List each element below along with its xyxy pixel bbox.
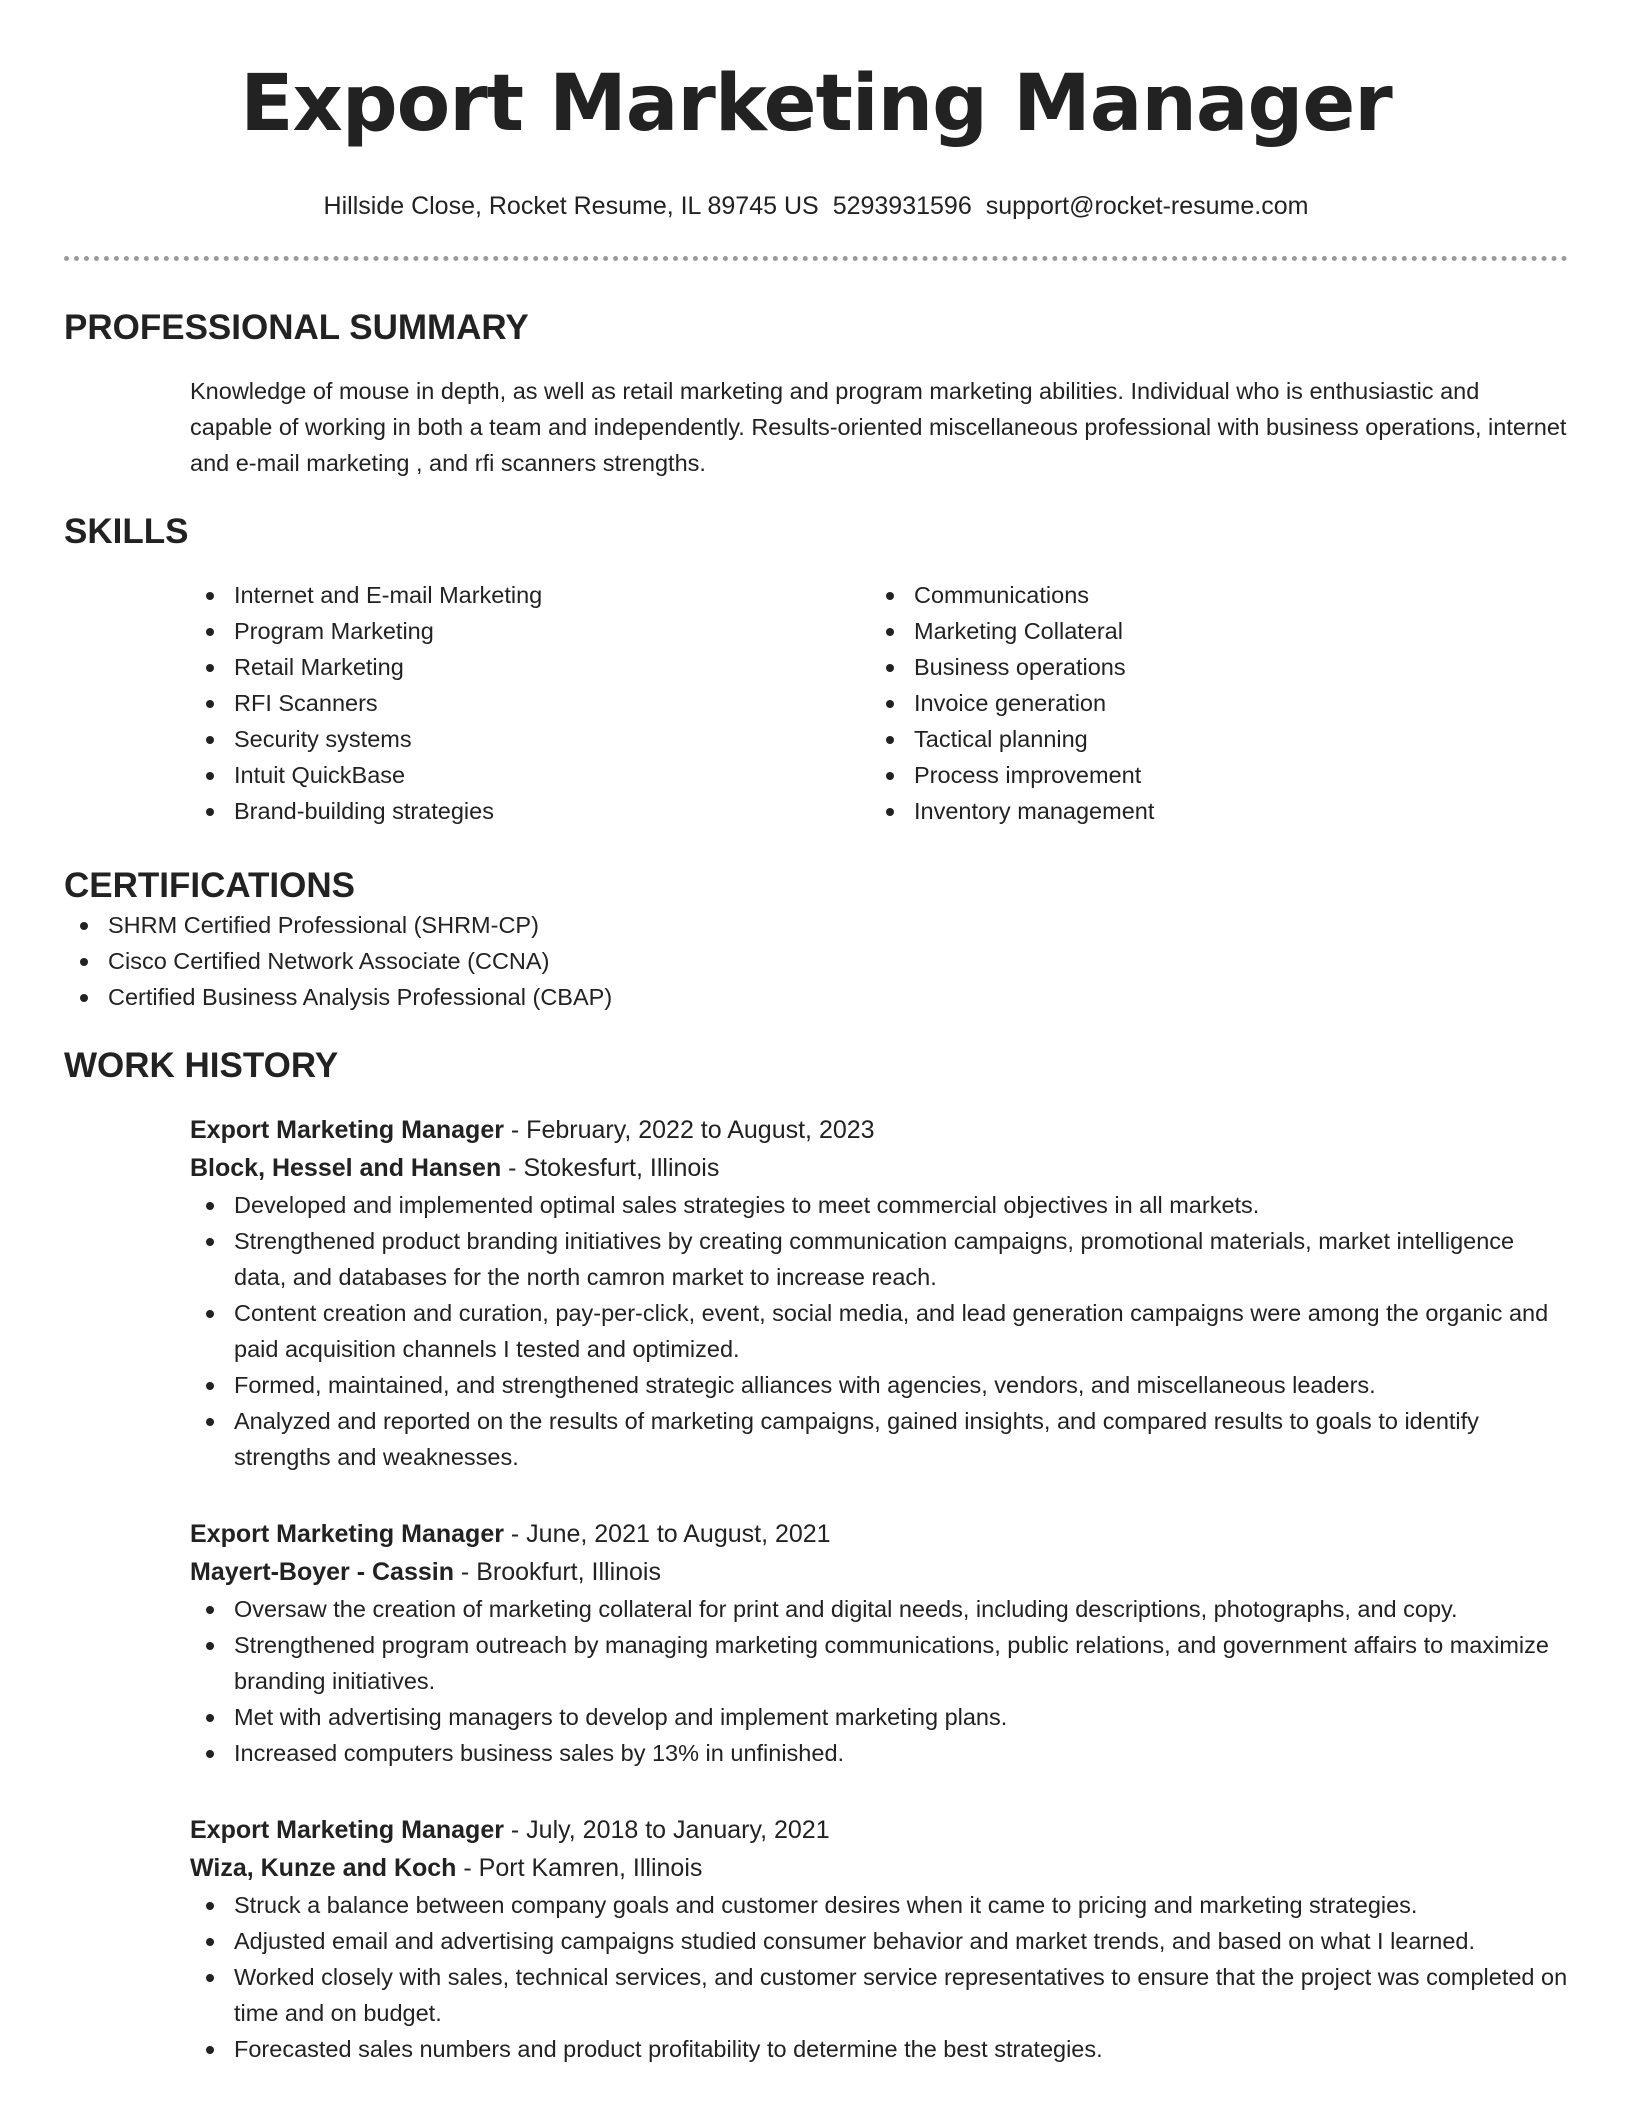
list-item: Certified Business Analysis Professional (CBAP): [64, 979, 1568, 1015]
job-company-line: [190, 1553, 1568, 1591]
job-entry: [190, 1111, 1568, 1475]
list-item: Met with advertising managers to develop and implement marketing plans.: [190, 1699, 1568, 1735]
list-item: Intuit QuickBase: [190, 757, 870, 793]
list-item: Content creation and curation, pay-per-click, event, social media, and lead generation campaigns were among the organic and paid acquisition channels I tested and optimized.: [190, 1295, 1568, 1367]
job-title-line: [190, 1515, 1568, 1553]
job-entry: [190, 1515, 1568, 1771]
contact-phone: 5293931596: [832, 192, 972, 220]
list-item: Invoice generation: [870, 685, 1550, 721]
job-role: Export Marketing Manager: [190, 1816, 504, 1844]
page-title: Export Marketing Manager: [240, 59, 1392, 149]
list-item: Strengthened product branding initiatives by creating communication campaigns, promotional materials, market intelligence data, and databases for the north camron market to increase reach.: [190, 1223, 1568, 1295]
list-item: Adjusted email and advertising campaigns studied consumer behavior and market trends, and based on what I learned.: [190, 1923, 1568, 1959]
job-company: Block, Hessel and Hansen: [190, 1154, 502, 1182]
list-item: Marketing Collateral: [870, 613, 1550, 649]
resume-header: [64, 0, 1568, 261]
job-bullets: [64, 1187, 1568, 1475]
list-item: Cisco Certified Network Associate (CCNA): [64, 943, 1568, 979]
job-role: Export Marketing Manager: [190, 1520, 504, 1548]
summary-section: [64, 307, 1568, 481]
list-item: Process improvement: [870, 757, 1550, 793]
job-company: Mayert-Boyer - Cassin: [190, 1558, 454, 1586]
list-item: Communications: [870, 577, 1550, 613]
job-title-line: [190, 1111, 1568, 1149]
list-item: Program Marketing: [190, 613, 870, 649]
skills-section: [64, 511, 1568, 829]
summary-heading: PROFESSIONAL SUMMARY: [64, 308, 529, 347]
list-item: Brand-building strategies: [190, 793, 870, 829]
contact-line: [64, 190, 1568, 222]
list-item: SHRM Certified Professional (SHRM-CP): [64, 907, 1568, 943]
work-history-heading: WORK HISTORY: [64, 1046, 339, 1085]
certifications-section: [64, 865, 1568, 1015]
job-company-line: [190, 1849, 1568, 1887]
certifications-heading: CERTIFICATIONS: [64, 866, 356, 905]
job-location: - Brookfurt, Illinois: [453, 1558, 661, 1586]
list-item: Formed, maintained, and strengthened strategic alliances with agencies, vendors, and miscellaneous leaders.: [190, 1367, 1568, 1403]
list-item: Oversaw the creation of marketing collateral for print and digital needs, including descriptions, photographs, and copy.: [190, 1591, 1568, 1627]
list-item: Inventory management: [870, 793, 1550, 829]
list-item: Struck a balance between company goals and customer desires when it came to pricing and marketing strategies.: [190, 1887, 1568, 1923]
resume-page: [64, 0, 1568, 2067]
list-item: Analyzed and reported on the results of marketing campaigns, gained insights, and compared results to goals to identify strengths and weaknesses.: [190, 1403, 1568, 1475]
list-item: Developed and implemented optimal sales strategies to meet commercial objectives in all markets.: [190, 1187, 1568, 1223]
job-title-line: [190, 1811, 1568, 1849]
job-bullets: [64, 1591, 1568, 1771]
job-company-line: [190, 1149, 1568, 1187]
list-item: Forecasted sales numbers and product profitability to determine the best strategies.: [190, 2031, 1568, 2067]
job-dates: - February, 2022 to August, 2023: [503, 1116, 875, 1144]
header-divider: [64, 256, 1568, 261]
list-item: Security systems: [190, 721, 870, 757]
summary-text: Knowledge of mouse in depth, as well as retail marketing and program marketing abilities. Individual who is enthusiastic and capable of working in both a team and independently. Results-oriented miscellaneous professional with business operations, internet and e-mail marketing , and rfi scanners strengths.: [190, 378, 1567, 476]
job-dates: - July, 2018 to January, 2021: [503, 1816, 830, 1844]
certifications-list: [64, 907, 1568, 1015]
job-location: - Port Kamren, Illinois: [456, 1854, 703, 1882]
job-entry: [190, 1811, 1568, 2067]
list-item: Retail Marketing: [190, 649, 870, 685]
list-item: Tactical planning: [870, 721, 1550, 757]
skills-grid: [190, 577, 1568, 829]
job-role: Export Marketing Manager: [190, 1116, 504, 1144]
list-item: RFI Scanners: [190, 685, 870, 721]
list-item: Worked closely with sales, technical services, and customer service representatives to ensure that the project was completed on time and on budget.: [190, 1959, 1568, 2031]
list-item: Increased computers business sales by 13% in unfinished.: [190, 1735, 1568, 1771]
skills-heading: SKILLS: [64, 512, 189, 551]
list-item: Internet and E-mail Marketing: [190, 577, 870, 613]
contact-address: Hillside Close, Rocket Resume, IL 89745 US: [323, 192, 819, 220]
skills-list-right: [870, 577, 1550, 829]
skills-list-left: [190, 577, 870, 829]
job-company: Wiza, Kunze and Koch: [190, 1854, 457, 1882]
work-history-section: [64, 1045, 1568, 2067]
job-location: - Stokesfurt, Illinois: [501, 1154, 720, 1182]
list-item: Business operations: [870, 649, 1550, 685]
job-bullets: [64, 1887, 1568, 2067]
contact-email: support@rocket-resume.com: [985, 192, 1309, 220]
job-dates: - June, 2021 to August, 2021: [503, 1520, 831, 1548]
list-item: Strengthened program outreach by managing marketing communications, public relations, and government affairs to maximize branding initiatives.: [190, 1627, 1568, 1699]
